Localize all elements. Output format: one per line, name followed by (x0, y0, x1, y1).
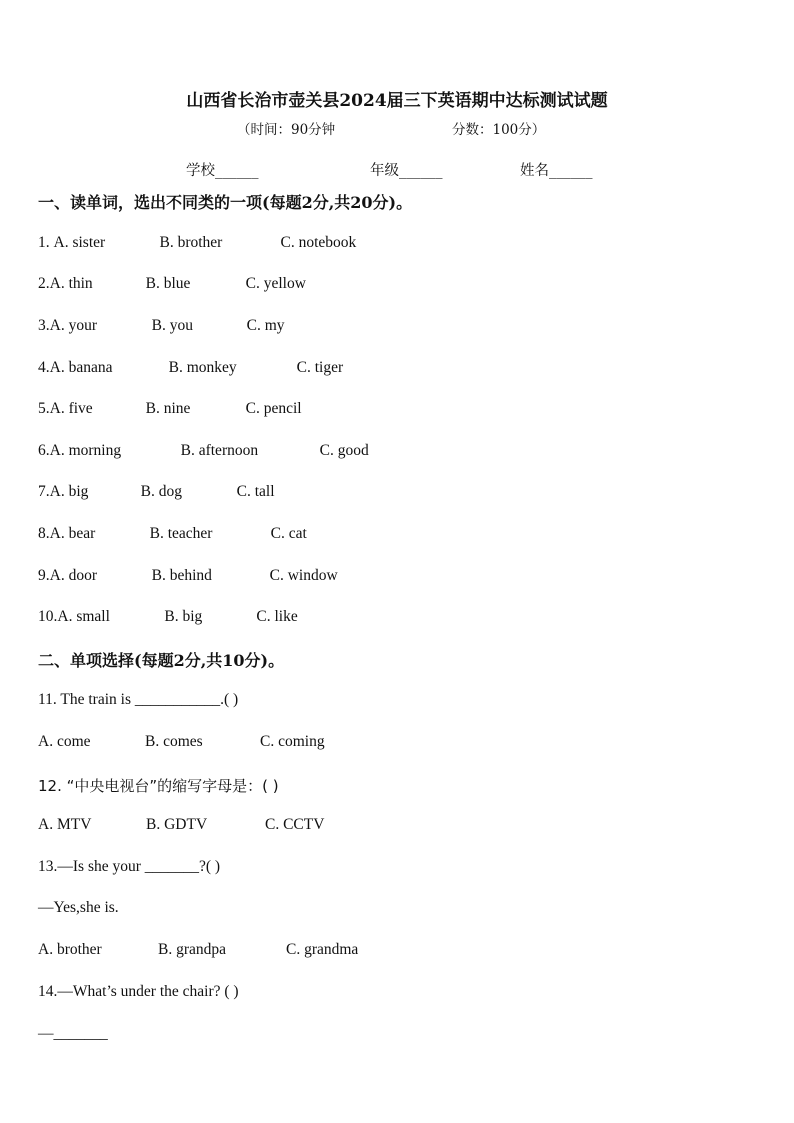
option-c: C. cat (270, 525, 307, 542)
option-c: C. window (269, 567, 338, 584)
question-row-10 (38, 608, 298, 626)
question-11: 11. The train is ___________.( ) (38, 691, 239, 708)
option-b: B. dog (140, 483, 182, 500)
option-a: A. door (49, 567, 97, 584)
question-row-1 (38, 234, 356, 252)
question-14: 14.—What’s under the chair? ( ) (38, 983, 239, 1000)
question-14-reply: —_______ (38, 1025, 108, 1042)
section-heading-1: 一、读单词，选出不同类的一项(每题2分,共20分)。 (38, 193, 413, 212)
option-c: C. good (319, 442, 369, 459)
grade-field: 年级______ (370, 163, 443, 179)
question-11-options (38, 733, 325, 751)
question-row-5 (38, 400, 302, 418)
question-row-2 (38, 275, 306, 293)
question-number: 2. (38, 275, 50, 292)
time-info: （时间：90分钟 (237, 122, 336, 138)
question-number: 7. (38, 483, 50, 500)
option-c: C. my (246, 317, 285, 334)
question-number: 1. (38, 234, 54, 251)
option-c: C. tiger (296, 359, 344, 376)
question-13-options (38, 941, 358, 959)
option-c: C. pencil (245, 400, 302, 417)
option-a: A. bear (49, 525, 96, 542)
question-row-9 (38, 567, 338, 585)
question-row-6 (38, 442, 369, 460)
school-field: 学校______ (186, 163, 259, 179)
option-a: A. MTV (38, 816, 92, 833)
option-c: C. yellow (245, 275, 306, 292)
question-12-options (38, 816, 324, 834)
option-b: B. big (164, 608, 203, 625)
question-number: 4. (38, 359, 50, 376)
option-a: A. banana (49, 359, 113, 376)
question-row-4 (38, 359, 343, 377)
option-b: B. teacher (149, 525, 213, 542)
question-number: 3. (38, 317, 50, 334)
option-a: A. big (49, 483, 89, 500)
question-number: 9. (38, 567, 50, 584)
question-13-reply: —Yes,she is. (38, 899, 119, 916)
question-number: 8. (38, 525, 50, 542)
option-a: A. sister (53, 234, 106, 251)
section-heading-2: 二、单项选择(每题2分,共10分)。 (38, 651, 285, 670)
option-b: B. monkey (168, 359, 237, 376)
option-b: B. grandpa (158, 941, 227, 958)
option-a: A. small (57, 608, 110, 625)
question-13: 13.—Is she your _______?( ) (38, 858, 221, 875)
option-b: B. brother (159, 234, 223, 251)
option-c: C. like (256, 608, 298, 625)
option-a: A. your (49, 317, 97, 334)
option-b: B. GDTV (146, 816, 208, 833)
option-a: A. morning (49, 442, 122, 459)
option-b: B. nine (145, 400, 191, 417)
option-c: C. coming (260, 733, 325, 750)
option-a: A. come (38, 733, 91, 750)
option-c: C. tall (236, 483, 275, 500)
question-row-7 (38, 483, 275, 501)
option-c: C. CCTV (265, 816, 325, 833)
option-c: C. grandma (286, 941, 359, 958)
option-c: C. notebook (280, 234, 357, 251)
question-number: 6. (38, 442, 50, 459)
option-a: A. brother (38, 941, 102, 958)
option-b: B. comes (145, 733, 203, 750)
option-b: B. blue (145, 275, 191, 292)
name-field: 姓名______ (520, 163, 593, 179)
question-number: 10. (38, 608, 58, 625)
option-a: A. thin (49, 275, 93, 292)
question-number: 5. (38, 400, 50, 417)
question-row-8 (38, 525, 307, 543)
page-title: 山西省长治市壶关县2024届三下英语期中达标测试试题 (186, 91, 608, 111)
option-b: B. behind (151, 567, 212, 584)
option-a: A. five (49, 400, 93, 417)
option-b: B. afternoon (180, 442, 259, 459)
option-b: B. you (151, 317, 193, 334)
question-row-3 (38, 317, 285, 335)
question-12: 12. “中央电视台”的缩写字母是：( ) (38, 777, 279, 795)
score-info: 分数：100分） (452, 122, 546, 138)
